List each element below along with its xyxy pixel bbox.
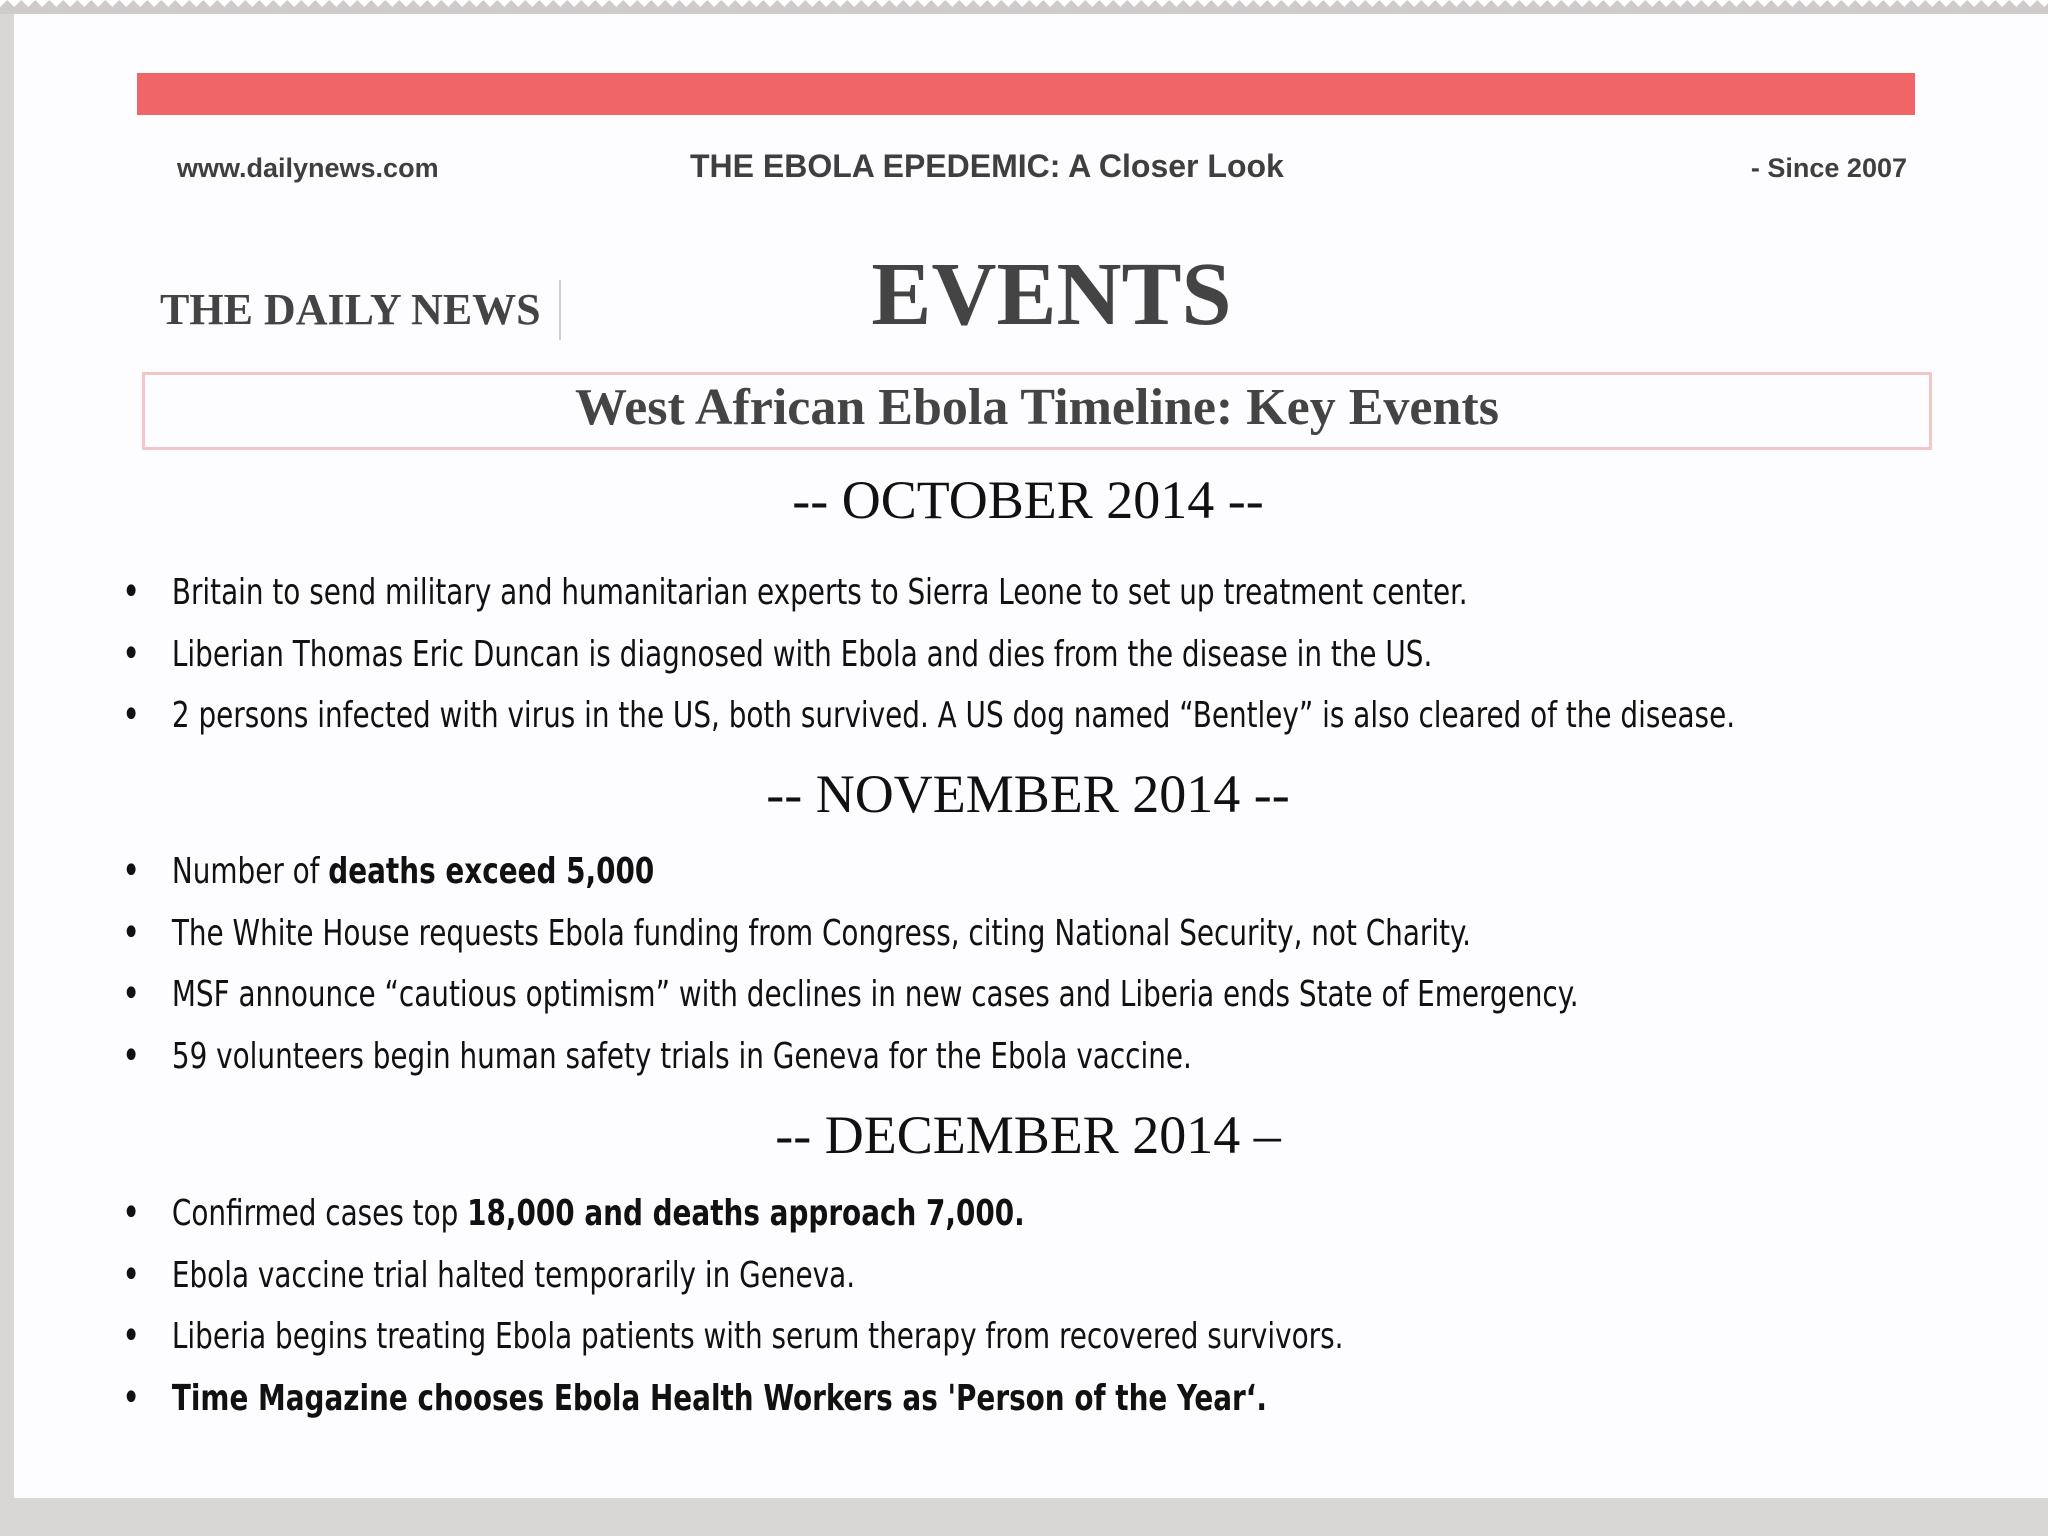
section-title: EVENTS <box>871 245 1232 344</box>
list-item: • 59 volunteers begin human safety trials in Geneva for the Ebola vaccine. <box>122 1026 1579 1088</box>
list-item: • Liberian Thomas Eric Duncan is diagnosed with Ebola and dies from the disease in the US. <box>122 624 1735 686</box>
list-item: • 2 persons infected with virus in the US, both survived. A US dog named “Bentley” is also cleared of the disease. <box>122 685 1735 747</box>
november-events-list <box>122 841 1579 1087</box>
accent-bar <box>137 73 1915 115</box>
site-url: www.dailynews.com <box>177 153 439 183</box>
list-item: • Confirmed cases top 18,000 and deaths approach 7,000. <box>122 1183 1343 1245</box>
october-events-list <box>122 562 1735 747</box>
since-label: - Since 2007 <box>1750 153 1907 183</box>
list-item: • Time Magazine chooses Ebola Health Workers as 'Person of the Year‘. <box>122 1368 1343 1430</box>
december-events-list <box>122 1183 1343 1429</box>
list-item: • Liberia begins treating Ebola patients with serum therapy from recovered survivors. <box>122 1306 1343 1368</box>
subtitle: West African Ebola Timeline: Key Events <box>575 379 1499 436</box>
torn-paper-edge <box>0 0 2048 14</box>
list-item: • The White House requests Ebola funding from Congress, citing National Security, not Charity. <box>122 903 1579 965</box>
month-heading-november: -- NOVEMBER 2014 -- <box>766 764 1290 824</box>
list-item: • Ebola vaccine trial halted temporarily in Geneva. <box>122 1245 1343 1307</box>
subtitle-box <box>142 372 1932 450</box>
page-headline: THE EBOLA EPEDEMIC: A Closer Look <box>690 148 1284 184</box>
list-item: • MSF announce “cautious optimism” with declines in new cases and Liberia ends State of Emergency. <box>122 964 1579 1026</box>
list-item: • Number of deaths exceed 5,000 <box>122 841 1579 903</box>
month-heading-october: -- OCTOBER 2014 -- <box>792 470 1264 530</box>
paper-name: THE DAILY NEWS <box>160 280 561 340</box>
month-heading-december: -- DECEMBER 2014 – <box>775 1105 1281 1165</box>
list-item: • Britain to send military and humanitarian experts to Sierra Leone to set up treatment center. <box>122 562 1735 624</box>
